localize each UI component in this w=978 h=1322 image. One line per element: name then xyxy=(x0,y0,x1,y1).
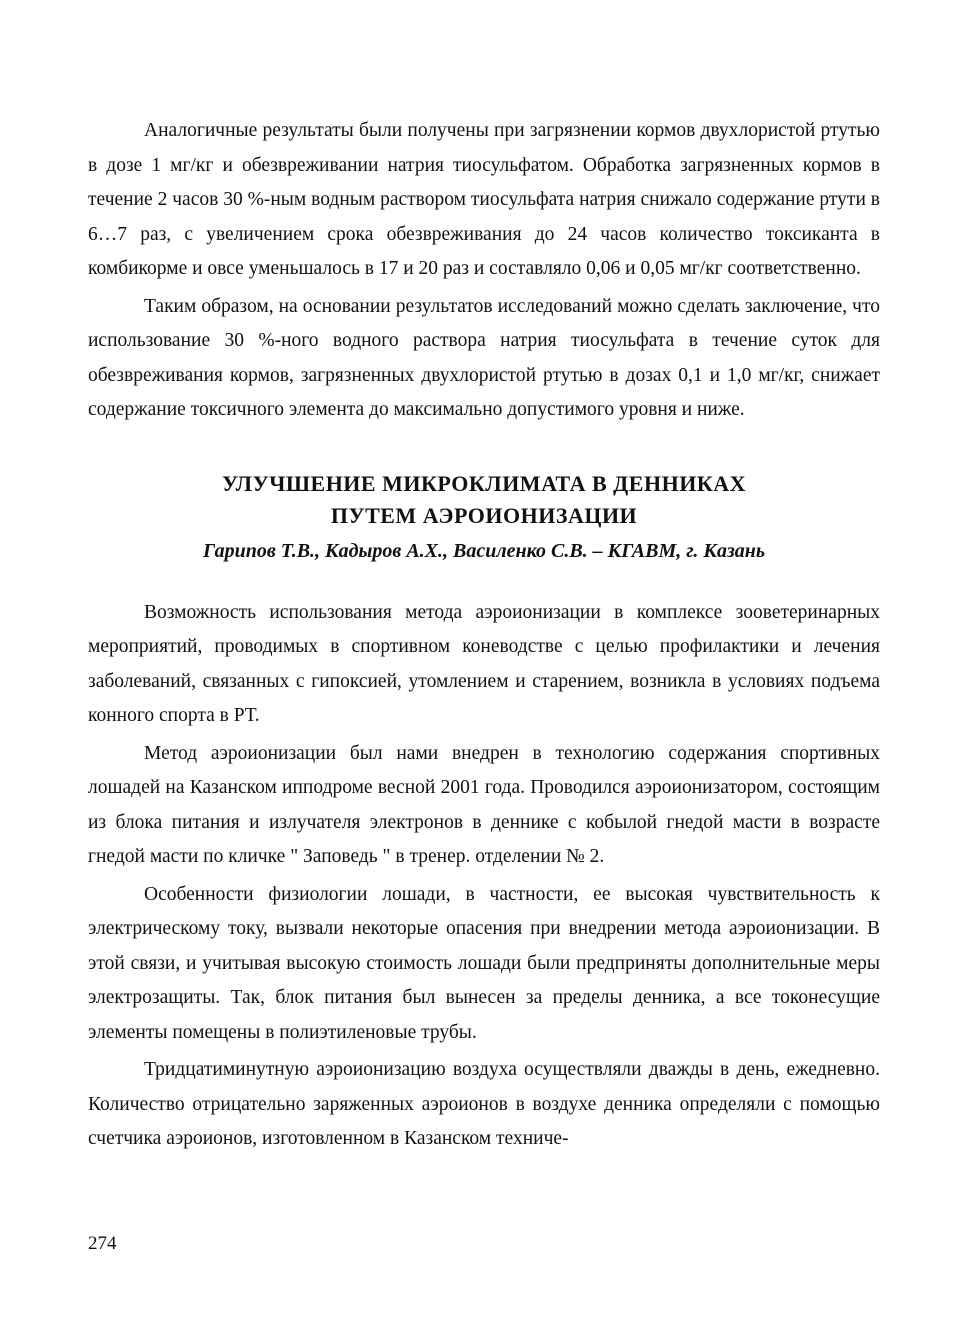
article-authors: Гарипов Т.В., Кадыров А.Х., Василенко С.В. – КГАВМ, г. Казань xyxy=(202,539,765,562)
page-number: 274 xyxy=(88,1233,117,1254)
paragraph-ionization-schedule: Тридцатиминутную аэроионизацию воздуха осуществляли дважды в день, ежедневно. Количество отрицательно заряженных аэроионов в воздухе денника определяли с помощью счетчика аэроионов, изготовленном в Казанском техниче- xyxy=(88,1059,880,1149)
page-body xyxy=(88,114,880,1157)
paragraph-aeroionization-intro: Возможность использования метода аэроионизации в комплексе зооветеринарных мероприятий, проводимых в спортивном коневодстве с целью профилактики и лечения заболеваний, связанных с гипоксией, утомлением и старением, возникла в условиях подъема конного спорта в РТ. xyxy=(88,601,880,726)
paragraph-electrical-safety: Особенности физиологии лошади, в частности, ее высокая чувствительность к электрическому току, вызвали некоторые опасения при внедрении метода аэроионизации. В этой связи, и учитывая высокую стоимость лошади были предприняты дополнительные меры электрозащиты. Так, блок питания был вынесен за пределы денника, а все токонесущие элементы помещены в полиэтиленовые трубы. xyxy=(88,883,880,1043)
paragraph-method-implementation: Метод аэроионизации был нами внедрен в технологию содержания спортивных лошадей на Казанском ипподроме весной 2001 года. Проводился аэроионизатором, состоящим из блока питания и излучателя электронов в деннике с кобылой гнедой масти в возрасте гнедой масти по кличке " Заповедь " в тренер. отделении № 2. xyxy=(88,742,880,867)
article-title xyxy=(88,468,880,532)
article-title-line-2: ПУТЕМ АЭРОИОНИЗАЦИИ xyxy=(330,502,638,528)
paragraph-mercury-results: Аналогичные результаты были получены при загрязнении кормов двухлористой ртутью в дозе 1 мг/кг и обезвреживании натрия тиосульфатом. Обработка загрязненных кормов в течение 2 часов 30 %-ным водным раствором тиосульфата натрия снижало содержание ртути в 6…7 раз, с увеличением срока обезвреживания до 24 часов количество токсиканта в комбикорме и овсе уменьшалось в 17 и 20 раз и составляло 0,06 и 0,05 мг/кг соответственно. xyxy=(88,120,880,279)
article-title-line-1: УЛУЧШЕНИЕ МИКРОКЛИМАТА В ДЕННИКАХ xyxy=(221,470,747,496)
paragraph-conclusion: Таким образом, на основании результатов исследований можно сделать заключение, что использование 30 %-ного водного раствора натрия тиосульфата в течение суток для обезвреживания кормов, загрязненных двухлористой ртутью в дозах 0,1 и 1,0 мг/кг, снижает содержание токсичного элемента до максимально допустимого уровня и ниже. xyxy=(88,295,880,420)
